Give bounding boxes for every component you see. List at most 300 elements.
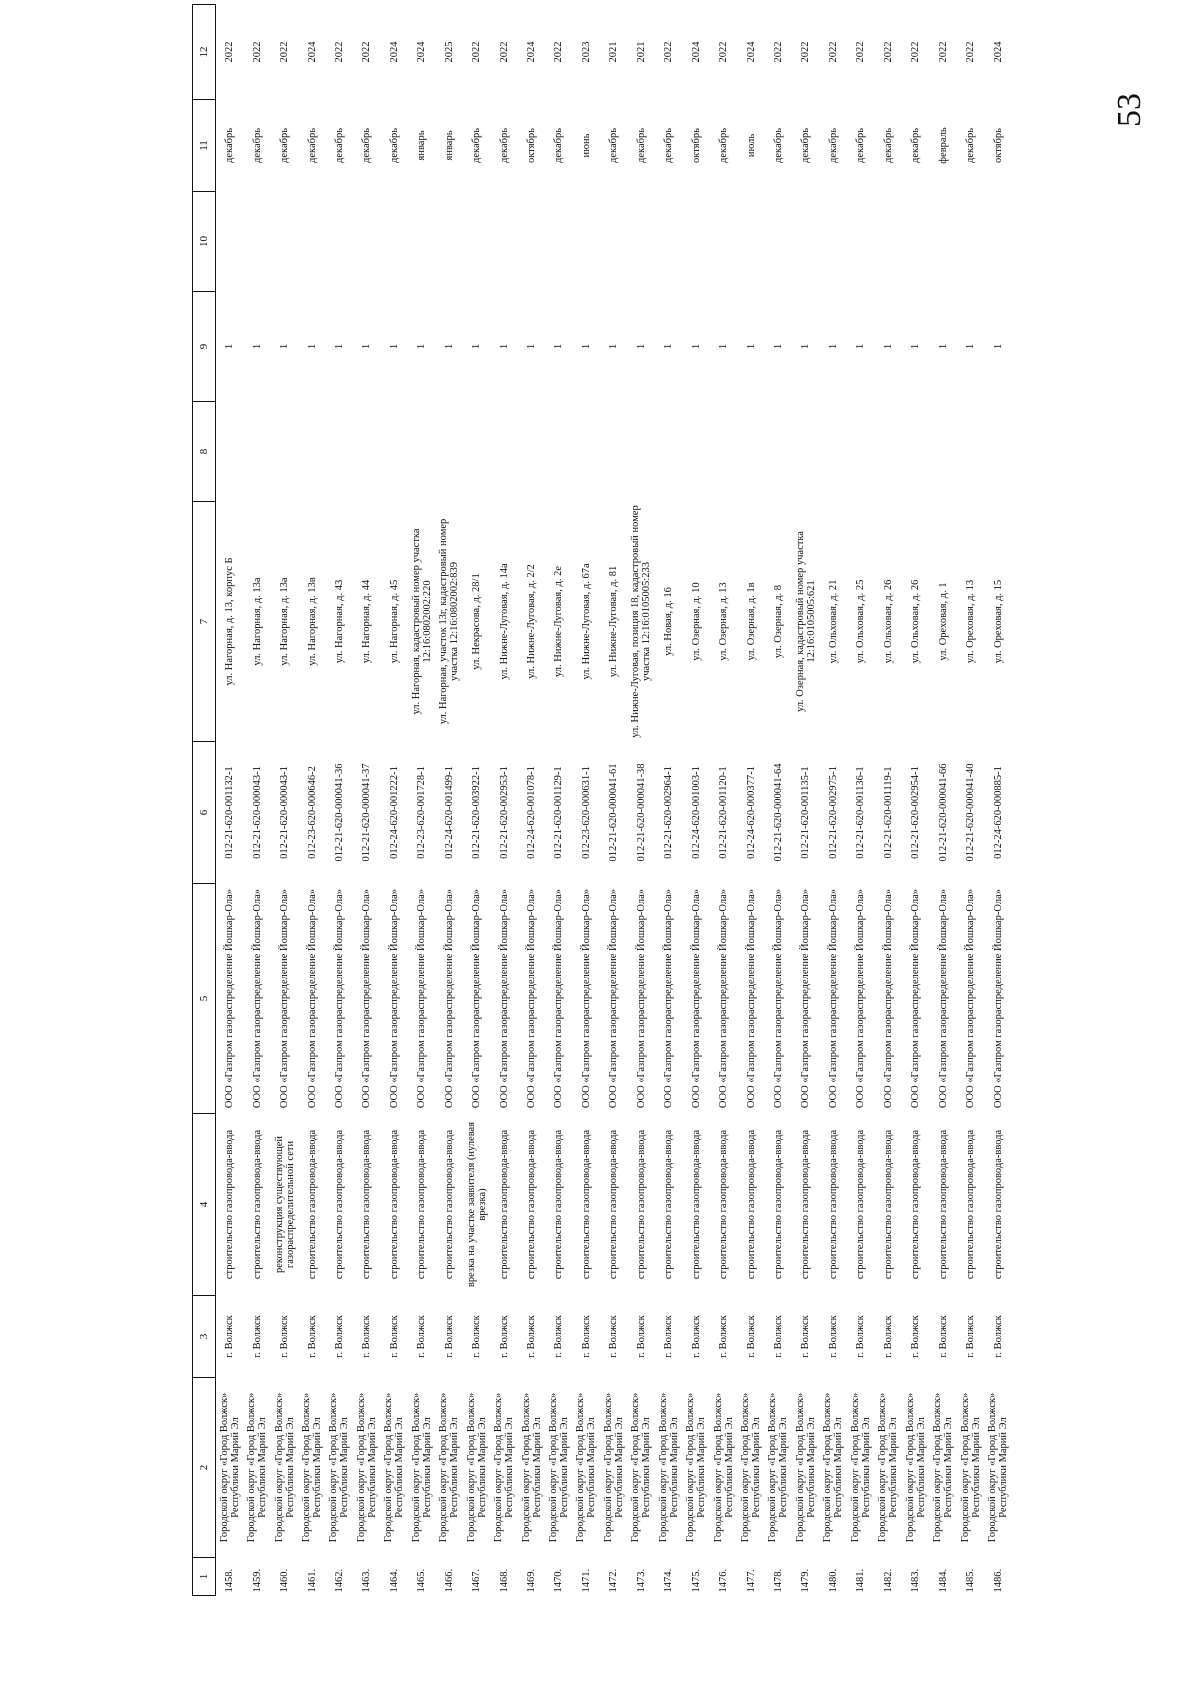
city-cell: г. Волжск: [635, 1315, 647, 1358]
address-cell: ул. Озерная, д. 8: [772, 584, 784, 659]
column-8-cell: [765, 402, 792, 502]
organization-cell: ООО «Газпром газораспределение Йошкар-Ола»: [690, 888, 702, 1109]
work-type-cell: строительство газопровода-ввода: [306, 1129, 318, 1280]
month-cell: декабрь: [663, 128, 675, 163]
contract-number-cell: 012-24-620-001222-1: [388, 766, 400, 859]
month-cell: декабрь: [635, 128, 647, 163]
address-cell: ул. Нагорная, д. 45: [388, 579, 400, 664]
municipality-cell: Городской округ «Город Волжск» Республики Марий Эл: [849, 1392, 872, 1543]
table-row: [929, 5, 956, 1596]
column-8-cell: [792, 402, 819, 502]
table-row: [381, 5, 408, 1596]
city-cell: г. Волжск: [772, 1315, 784, 1358]
city-cell: г. Волжск: [827, 1315, 839, 1358]
header-cell-2: 2: [193, 1378, 216, 1558]
row-number-cell: 1473.: [635, 1568, 647, 1593]
municipality-cell: Городской округ «Город Волжск» Республики Марий Эл: [630, 1392, 653, 1543]
column-8-cell: [353, 402, 380, 502]
header-cell-5: 5: [193, 884, 216, 1114]
column-10-cell: [353, 192, 380, 292]
column-10-cell: [243, 192, 270, 292]
contract-number-cell: 012-21-620-000041-36: [333, 763, 345, 862]
table-row: [737, 5, 764, 1596]
address-cell: ул. Новая, д. 16: [663, 587, 675, 656]
year-cell: 2024: [526, 41, 538, 63]
municipality-cell: Городской округ «Город Волжск» Республики Марий Эл: [959, 1392, 982, 1543]
city-cell: г. Волжск: [416, 1315, 428, 1358]
column-8-cell: [243, 402, 270, 502]
contract-number-cell: 012-21-620-001136-1: [855, 766, 867, 859]
address-cell: ул. Нагорная, д. 43: [333, 579, 345, 664]
month-cell: декабрь: [827, 128, 839, 163]
table-row: [875, 5, 902, 1596]
column-8-cell: [847, 402, 874, 502]
work-type-cell: строительство газопровода-ввода: [608, 1129, 620, 1280]
header-cell-4: 4: [193, 1114, 216, 1296]
contract-number-cell: 012-21-620-001119-1: [882, 766, 894, 859]
organization-cell: ООО «Газпром газораспределение Йошкар-Ола»: [361, 888, 373, 1109]
column-10-cell: [463, 192, 490, 292]
table-row: [298, 5, 325, 1596]
organization-cell: ООО «Газпром газораспределение Йошкар-Ола»: [635, 888, 647, 1109]
month-cell: февраль: [937, 127, 949, 164]
row-number-cell: 1466.: [443, 1568, 455, 1593]
table-body: [216, 5, 1013, 1596]
column-9-cell: 1: [388, 343, 400, 350]
work-type-cell: строительство газопровода-ввода: [827, 1129, 839, 1280]
month-cell: декабрь: [333, 128, 345, 163]
row-number-cell: 1465.: [416, 1568, 428, 1593]
month-cell: июнь: [580, 133, 592, 158]
contract-number-cell: 012-24-620-001078-1: [526, 766, 538, 859]
work-type-cell: строительство газопровода-ввода: [388, 1129, 400, 1280]
year-cell: 2022: [333, 41, 345, 63]
municipality-cell: Городской округ «Город Волжск» Республики Марий Эл: [602, 1392, 625, 1543]
work-type-cell: реконструкция существующей газораспределительной сети: [273, 1136, 296, 1273]
table-row: [902, 5, 929, 1596]
work-type-cell: строительство газопровода-ввода: [992, 1129, 1004, 1280]
contract-number-cell: 012-21-620-002964-1: [663, 766, 675, 859]
month-cell: декабрь: [498, 128, 510, 163]
table-row: [271, 5, 298, 1596]
column-8-cell: [326, 402, 353, 502]
table-row: [408, 5, 435, 1596]
work-type-cell: строительство газопровода-ввода: [251, 1129, 263, 1280]
column-9-cell: 1: [745, 343, 757, 350]
column-8-cell: [902, 402, 929, 502]
column-9-cell: 1: [498, 343, 510, 350]
address-cell: ул. Озерная, д. 13: [718, 582, 730, 661]
city-cell: г. Волжск: [745, 1315, 757, 1358]
organization-cell: ООО «Газпром газораспределение Йошкар-Ола»: [718, 888, 730, 1109]
column-8-cell: [573, 402, 600, 502]
year-cell: 2022: [361, 41, 373, 63]
contract-number-cell: 012-24-620-001003-1: [690, 766, 702, 859]
municipality-cell: Городской округ «Город Волжск» Республики Марий Эл: [246, 1392, 269, 1543]
work-type-cell: строительство газопровода-ввода: [937, 1129, 949, 1280]
column-10-cell: [820, 192, 847, 292]
work-type-cell: строительство газопровода-ввода: [333, 1129, 345, 1280]
column-9-cell: 1: [800, 343, 812, 350]
column-10-cell: [957, 192, 984, 292]
table-row: [573, 5, 600, 1596]
address-cell: ул. Нижне-Луговая, д. 2е: [553, 566, 565, 677]
header-cell-8: 8: [193, 402, 216, 502]
column-9-cell: 1: [416, 343, 428, 350]
work-type-cell: строительство газопровода-ввода: [553, 1129, 565, 1280]
column-10-cell: [875, 192, 902, 292]
contract-number-cell: 012-24-620-000885-1: [992, 766, 1004, 859]
work-type-cell: строительство газопровода-ввода: [580, 1129, 592, 1280]
organization-cell: ООО «Газпром газораспределение Йошкар-Ола»: [333, 888, 345, 1109]
table-row: [628, 5, 655, 1596]
address-cell: ул. Нагорная, д. 13в: [306, 577, 318, 666]
table-row: [957, 5, 984, 1596]
month-cell: декабрь: [608, 128, 620, 163]
organization-cell: ООО «Газпром газораспределение Йошкар-Ола»: [498, 888, 510, 1109]
row-number-cell: 1468.: [498, 1568, 510, 1593]
column-10-cell: [326, 192, 353, 292]
table-row: [765, 5, 792, 1596]
row-number-cell: 1470.: [553, 1568, 565, 1593]
address-cell: ул. Нагорная, кадастровый номер участка 12:16:0802002:220: [410, 528, 433, 715]
row-number-cell: 1469.: [526, 1568, 538, 1593]
year-cell: 2022: [471, 41, 483, 63]
year-cell: 2024: [745, 41, 757, 63]
table-row: [463, 5, 490, 1596]
contract-number-cell: 012-21-620-001132-1: [224, 766, 236, 859]
header-cell-9: 9: [193, 292, 216, 402]
contract-number-cell: 012-21-620-002953-1: [498, 766, 510, 859]
year-cell: 2024: [306, 41, 318, 63]
column-9-cell: 1: [580, 343, 592, 350]
year-cell: 2024: [992, 41, 1004, 63]
month-cell: декабрь: [306, 128, 318, 163]
month-cell: декабрь: [251, 128, 263, 163]
column-10-cell: [765, 192, 792, 292]
year-cell: 2022: [965, 41, 977, 63]
column-8-cell: [545, 402, 572, 502]
table-row: [436, 5, 463, 1596]
municipality-cell: Городской округ «Город Волжск» Республики Марий Эл: [218, 1392, 241, 1543]
column-9-cell: 1: [663, 343, 675, 350]
month-cell: декабрь: [965, 128, 977, 163]
address-cell: ул. Ореховая, д. 15: [992, 579, 1004, 664]
column-10-cell: [490, 192, 517, 292]
city-cell: г. Волжск: [333, 1315, 345, 1358]
municipality-cell: Городской округ «Город Волжск» Республики Марий Эл: [932, 1392, 955, 1543]
organization-cell: ООО «Газпром газораспределение Йошкар-Ола»: [580, 888, 592, 1109]
row-number-cell: 1477.: [745, 1568, 757, 1593]
address-cell: ул. Нагорная, участок 13г, кадастровый номер участка 12:16:0802002:839: [438, 518, 461, 725]
year-cell: 2022: [251, 41, 263, 63]
column-9-cell: 1: [965, 343, 977, 350]
row-number-cell: 1481.: [855, 1568, 867, 1593]
address-cell: ул. Ольховая, д. 21: [827, 579, 839, 664]
column-10-cell: [436, 192, 463, 292]
column-8-cell: [490, 402, 517, 502]
municipality-cell: Городской округ «Город Волжск» Республики Марий Эл: [493, 1392, 516, 1543]
address-cell: ул. Нагорная, д. 13, корпус Б: [224, 557, 236, 686]
row-number-cell: 1472.: [608, 1568, 620, 1593]
municipality-cell: Городской округ «Город Волжск» Республики Марий Эл: [877, 1392, 900, 1543]
header-row: [193, 5, 216, 1596]
column-9-cell: 1: [992, 343, 1004, 350]
city-cell: г. Волжск: [279, 1315, 291, 1358]
organization-cell: ООО «Газпром газораспределение Йошкар-Ола»: [279, 888, 291, 1109]
row-number-cell: 1482.: [882, 1568, 894, 1593]
organization-cell: ООО «Газпром газораспределение Йошкар-Ола»: [937, 888, 949, 1109]
address-cell: ул. Ореховая, д. 13: [965, 579, 977, 664]
municipality-cell: Городской округ «Город Волжск» Республики Марий Эл: [740, 1392, 763, 1543]
work-type-cell: строительство газопровода-ввода: [800, 1129, 812, 1280]
city-cell: г. Волжск: [306, 1315, 318, 1358]
address-cell: ул. Нижне-Луговая, позиция 18, кадастровый номер участка 12:16:0105005:233: [630, 505, 653, 738]
column-9-cell: 1: [635, 343, 647, 350]
month-cell: декабрь: [718, 128, 730, 163]
row-number-cell: 1458.: [224, 1568, 236, 1593]
year-cell: 2022: [855, 41, 867, 63]
year-cell: 2025: [443, 41, 455, 63]
organization-cell: ООО «Газпром газораспределение Йошкар-Ола»: [663, 888, 675, 1109]
work-type-cell: строительство газопровода-ввода: [882, 1129, 894, 1280]
year-cell: 2022: [718, 41, 730, 63]
contract-number-cell: 012-24-620-000377-1: [745, 766, 757, 859]
organization-cell: ООО «Газпром газораспределение Йошкар-Ола»: [772, 888, 784, 1109]
work-type-cell: строительство газопровода-ввода: [443, 1129, 455, 1280]
address-cell: ул. Некрасова, д. 28/1: [471, 573, 483, 670]
municipality-cell: Городской округ «Город Волжск» Республики Марий Эл: [767, 1392, 790, 1543]
column-10-cell: [628, 192, 655, 292]
address-cell: ул. Нагорная, д. 13а: [251, 577, 263, 666]
column-8-cell: [984, 402, 1012, 502]
year-cell: 2022: [882, 41, 894, 63]
column-8-cell: [682, 402, 709, 502]
municipality-cell: Городской округ «Город Волжск» Республики Марий Эл: [822, 1392, 845, 1543]
month-cell: декабрь: [224, 128, 236, 163]
city-cell: г. Волжск: [937, 1315, 949, 1358]
row-number-cell: 1484.: [937, 1568, 949, 1593]
organization-cell: ООО «Газпром газораспределение Йошкар-Ола»: [745, 888, 757, 1109]
column-9-cell: 1: [279, 343, 291, 350]
work-type-cell: строительство газопровода-ввода: [361, 1129, 373, 1280]
row-number-cell: 1485.: [965, 1568, 977, 1593]
contract-number-cell: 012-21-620-002975-1: [827, 766, 839, 859]
table-row: [545, 5, 572, 1596]
contract-number-cell: 012-21-620-000041-61: [608, 763, 620, 862]
column-10-cell: [847, 192, 874, 292]
municipality-cell: Городской округ «Город Волжск» Республики Марий Эл: [547, 1392, 570, 1543]
column-9-cell: 1: [772, 343, 784, 350]
column-8-cell: [216, 402, 244, 502]
header-cell-6: 6: [193, 742, 216, 884]
month-cell: декабрь: [279, 128, 291, 163]
work-type-cell: строительство газопровода-ввода: [718, 1129, 730, 1280]
address-cell: ул. Ореховая, д. 1: [937, 582, 949, 661]
city-cell: г. Волжск: [224, 1315, 236, 1358]
city-cell: г. Волжск: [388, 1315, 400, 1358]
column-8-cell: [628, 402, 655, 502]
column-9-cell: 1: [718, 343, 730, 350]
address-cell: ул. Озерная, д. 10: [690, 582, 702, 661]
contract-number-cell: 012-21-620-000041-66: [937, 763, 949, 862]
column-8-cell: [957, 402, 984, 502]
municipality-cell: Городской округ «Город Волжск» Республики Марий Эл: [273, 1392, 296, 1543]
contract-number-cell: 012-21-620-001135-1: [800, 766, 812, 859]
column-10-cell: [792, 192, 819, 292]
month-cell: октябрь: [690, 128, 702, 163]
column-8-cell: [710, 402, 737, 502]
organization-cell: ООО «Газпром газораспределение Йошкар-Ола»: [553, 888, 565, 1109]
column-10-cell: [381, 192, 408, 292]
work-type-cell: строительство газопровода-ввода: [690, 1129, 702, 1280]
table-header: [193, 5, 216, 1596]
column-10-cell: [600, 192, 627, 292]
address-cell: ул. Озерная, кадастровый номер участка 12:16:0105005:621: [794, 531, 817, 712]
row-number-cell: 1463.: [361, 1568, 373, 1593]
year-cell: 2022: [498, 41, 510, 63]
municipality-cell: Городской округ «Город Волжск» Республики Марий Эл: [328, 1392, 351, 1543]
work-type-cell: строительство газопровода-ввода: [416, 1129, 428, 1280]
header-cell-3: 3: [193, 1296, 216, 1378]
table-row: [682, 5, 709, 1596]
work-type-cell: строительство газопровода-ввода: [663, 1129, 675, 1280]
table-row: [518, 5, 545, 1596]
row-number-cell: 1464.: [388, 1568, 400, 1593]
column-10-cell: [984, 192, 1012, 292]
month-cell: октябрь: [992, 128, 1004, 163]
column-9-cell: 1: [251, 343, 263, 350]
organization-cell: ООО «Газпром газораспределение Йошкар-Ола»: [416, 888, 428, 1109]
column-10-cell: [710, 192, 737, 292]
header-cell-7: 7: [193, 502, 216, 742]
municipality-cell: Городской округ «Город Волжск» Республики Марий Эл: [685, 1392, 708, 1543]
municipality-cell: Городской округ «Город Волжск» Республики Марий Эл: [904, 1392, 927, 1543]
year-cell: 2022: [279, 41, 291, 63]
column-8-cell: [600, 402, 627, 502]
city-cell: г. Волжск: [251, 1315, 263, 1358]
municipality-cell: Городской округ «Город Волжск» Республики Марий Эл: [438, 1392, 461, 1543]
column-9-cell: 1: [608, 343, 620, 350]
city-cell: г. Волжск: [965, 1315, 977, 1358]
organization-cell: ООО «Газпром газораспределение Йошкар-Ола»: [251, 888, 263, 1109]
contract-number-cell: 012-21-620-000043-1: [279, 766, 291, 859]
column-10-cell: [271, 192, 298, 292]
organization-cell: ООО «Газпром газораспределение Йошкар-Ола»: [306, 888, 318, 1109]
contract-number-cell: 012-23-620-000646-2: [306, 766, 318, 859]
city-cell: г. Волжск: [910, 1315, 922, 1358]
row-number-cell: 1462.: [333, 1568, 345, 1593]
municipality-cell: Городской округ «Город Волжск» Республики Марий Эл: [355, 1392, 378, 1543]
city-cell: г. Волжск: [443, 1315, 455, 1358]
header-cell-11: 11: [193, 100, 216, 192]
work-type-cell: строительство газопровода-ввода: [635, 1129, 647, 1280]
address-cell: ул. Озерная, д. 1в: [745, 582, 757, 661]
city-cell: г. Волжск: [800, 1315, 812, 1358]
city-cell: г. Волжск: [663, 1315, 675, 1358]
year-cell: 2024: [690, 41, 702, 63]
address-cell: ул. Ольховая, д. 25: [855, 579, 867, 664]
column-9-cell: 1: [855, 343, 867, 350]
table-row: [655, 5, 682, 1596]
address-cell: ул. Нижне-Луговая, д. 67а: [580, 563, 592, 680]
work-type-cell: строительство газопровода-ввода: [855, 1129, 867, 1280]
organization-cell: ООО «Газпром газораспределение Йошкар-Ола»: [388, 888, 400, 1109]
contract-number-cell: 012-21-620-000041-40: [965, 763, 977, 862]
organization-cell: ООО «Газпром газораспределение Йошкар-Ола»: [608, 888, 620, 1109]
organization-cell: ООО «Газпром газораспределение Йошкар-Ола»: [443, 888, 455, 1109]
contract-number-cell: 012-21-620-000043-1: [251, 766, 263, 859]
column-9-cell: 1: [224, 343, 236, 350]
city-cell: г. Волжск: [855, 1315, 867, 1358]
column-9-cell: 1: [882, 343, 894, 350]
contract-number-cell: 012-23-620-000631-1: [580, 766, 592, 859]
table-row: [243, 5, 270, 1596]
column-9-cell: 1: [306, 343, 318, 350]
municipality-cell: Городской округ «Город Волжск» Республики Марий Эл: [465, 1392, 488, 1543]
year-cell: 2022: [224, 41, 236, 63]
municipality-cell: Городской округ «Город Волжск» Республики Марий Эл: [520, 1392, 543, 1543]
month-cell: декабрь: [471, 128, 483, 163]
column-9-cell: 1: [690, 343, 702, 350]
organization-cell: ООО «Газпром газораспределение Йошкар-Ола»: [471, 888, 483, 1109]
work-type-cell: строительство газопровода-ввода: [965, 1129, 977, 1280]
work-type-cell: врезка на участке заявителя (нулевая врезка): [465, 1121, 488, 1288]
year-cell: 2022: [800, 41, 812, 63]
column-8-cell: [929, 402, 956, 502]
column-8-cell: [518, 402, 545, 502]
table-row: [792, 5, 819, 1596]
month-cell: декабрь: [855, 128, 867, 163]
address-cell: ул. Нижне-Луговая, д. 14а: [498, 563, 510, 680]
column-10-cell: [408, 192, 435, 292]
row-number-cell: 1479.: [800, 1568, 812, 1593]
row-number-cell: 1478.: [772, 1568, 784, 1593]
year-cell: 2023: [580, 41, 592, 63]
contract-number-cell: 012-21-620-000041-38: [635, 763, 647, 862]
month-cell: июль: [745, 133, 757, 158]
city-cell: г. Волжск: [608, 1315, 620, 1358]
work-type-cell: строительство газопровода-ввода: [498, 1129, 510, 1280]
table-row: [710, 5, 737, 1596]
year-cell: 2022: [772, 41, 784, 63]
city-cell: г. Волжск: [553, 1315, 565, 1358]
table-row: [820, 5, 847, 1596]
municipality-cell: Городской округ «Город Волжск» Республики Марий Эл: [575, 1392, 598, 1543]
contract-number-cell: 012-23-620-001728-1: [416, 766, 428, 859]
column-8-cell: [463, 402, 490, 502]
column-10-cell: [518, 192, 545, 292]
year-cell: 2022: [910, 41, 922, 63]
column-10-cell: [737, 192, 764, 292]
year-cell: 2024: [416, 41, 428, 63]
column-10-cell: [902, 192, 929, 292]
row-number-cell: 1483.: [910, 1568, 922, 1593]
table-row: [326, 5, 353, 1596]
column-9-cell: 1: [937, 343, 949, 350]
work-type-cell: строительство газопровода-ввода: [224, 1129, 236, 1280]
work-type-cell: строительство газопровода-ввода: [745, 1129, 757, 1280]
document-table-frame: [192, 5, 1012, 1596]
organization-cell: ООО «Газпром газораспределение Йошкар-Ола»: [800, 888, 812, 1109]
city-cell: г. Волжск: [361, 1315, 373, 1358]
month-cell: декабрь: [882, 128, 894, 163]
column-9-cell: 1: [553, 343, 565, 350]
year-cell: 2022: [937, 41, 949, 63]
municipality-cell: Городской округ «Город Волжск» Республики Марий Эл: [657, 1392, 680, 1543]
row-number-cell: 1461.: [306, 1568, 318, 1593]
row-number-cell: 1459.: [251, 1568, 263, 1593]
